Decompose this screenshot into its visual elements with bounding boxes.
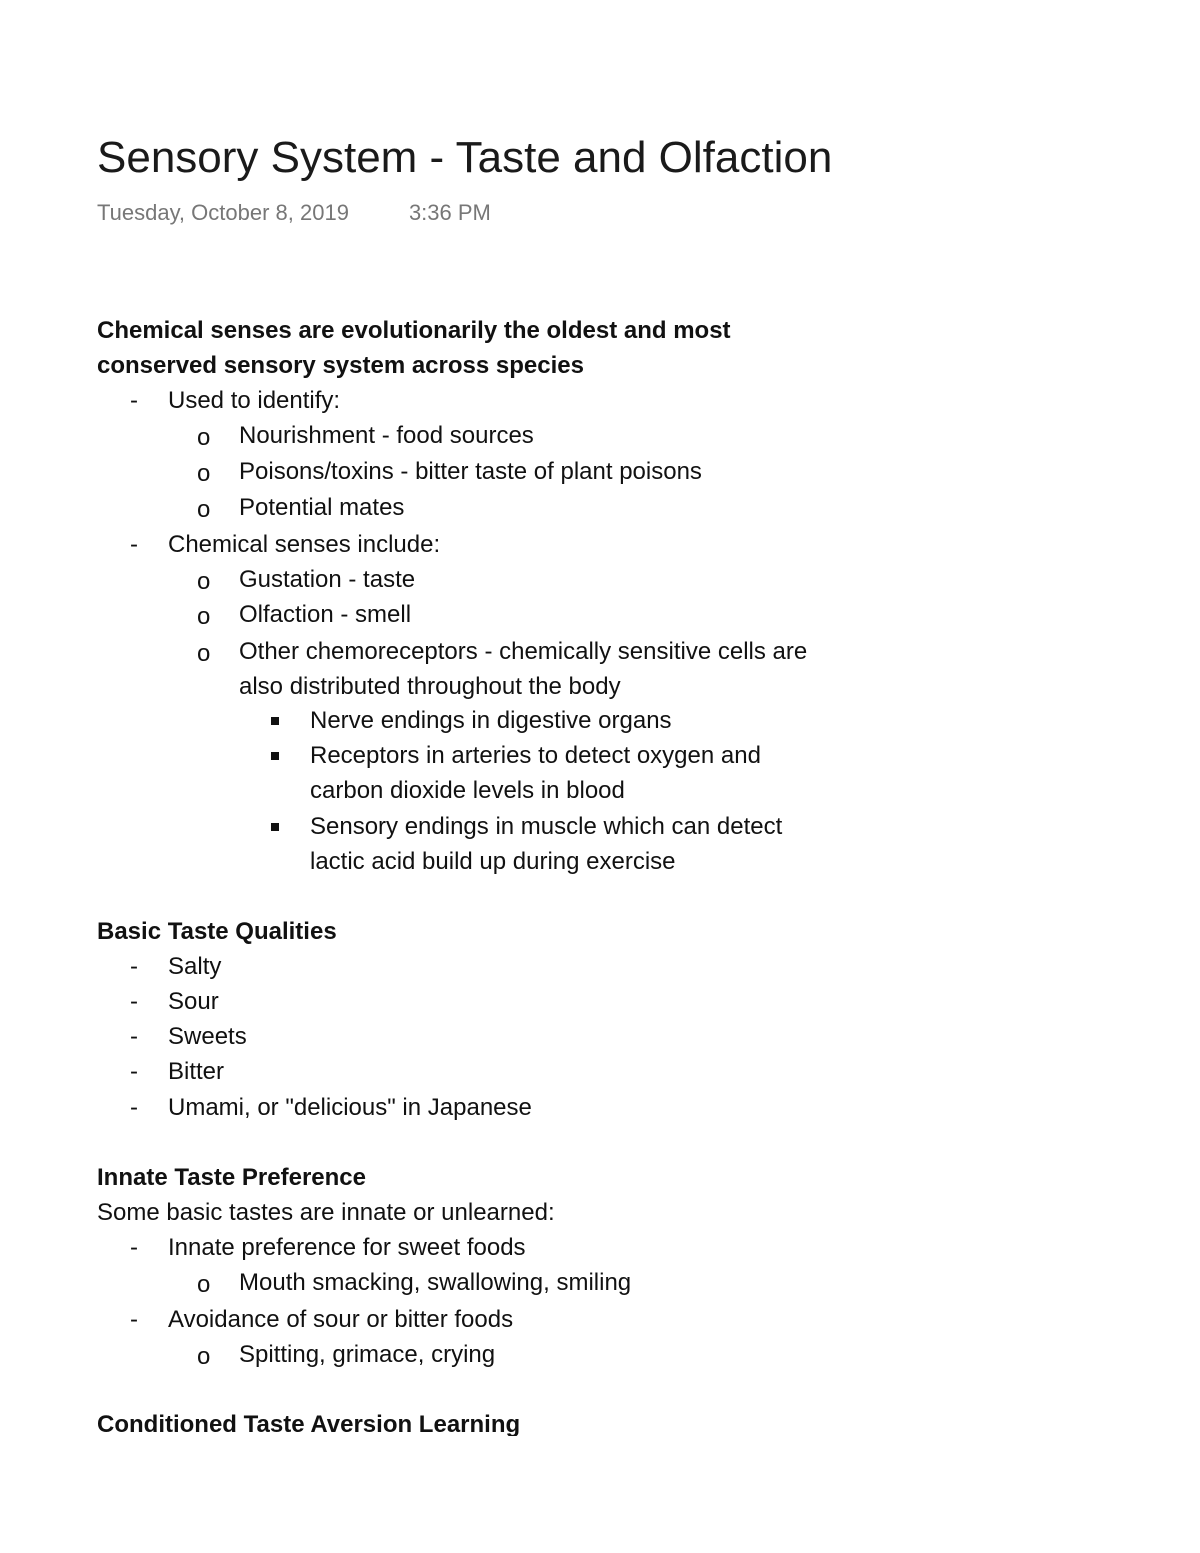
square-bullet-icon — [271, 823, 279, 831]
list-item: Avoidance of sour or bitter foods — [168, 1306, 514, 1333]
dash-bullet: - — [130, 1306, 138, 1333]
circle-bullet: o — [197, 496, 211, 523]
list-item: Nerve endings in digestive organs — [310, 707, 672, 734]
page-timestamp — [97, 198, 491, 228]
square-bullet-icon — [271, 752, 279, 760]
list-item: Sour — [168, 988, 219, 1015]
section-heading-clip — [97, 1408, 897, 1436]
list-item-continuation: lactic acid build up during exercise — [310, 848, 676, 875]
list-item: Gustation - taste — [239, 566, 416, 593]
circle-bullet: o — [197, 424, 211, 451]
list-item: Receptors in arteries to detect oxygen and — [310, 742, 761, 769]
dash-bullet: - — [130, 531, 138, 558]
circle-bullet: o — [197, 603, 211, 630]
circle-bullet: o — [197, 460, 211, 487]
section-heading-chemical-senses: Chemical senses are evolutionarily the oldest and most — [97, 317, 731, 344]
circle-bullet: o — [197, 1271, 211, 1298]
section-heading-basic-taste: Basic Taste Qualities — [97, 918, 337, 945]
circle-bullet: o — [197, 1343, 211, 1370]
list-item: Innate preference for sweet foods — [168, 1234, 526, 1261]
dash-bullet: - — [130, 1023, 138, 1050]
list-item: Olfaction - smell — [239, 601, 412, 628]
square-bullet-icon — [271, 717, 279, 725]
list-item: Mouth smacking, swallowing, smiling — [239, 1269, 632, 1296]
list-item: Used to identify: — [168, 387, 341, 414]
list-item: Spitting, grimace, crying — [239, 1341, 496, 1368]
section-heading-innate-preference: Innate Taste Preference — [97, 1164, 367, 1191]
page-date: Tuesday, October 8, 2019 — [97, 200, 349, 225]
page-title: Sensory System - Taste and Olfaction — [97, 133, 833, 182]
list-item: Potential mates — [239, 494, 405, 521]
list-item-continuation: also distributed throughout the body — [239, 673, 621, 700]
page-time: 3:36 PM — [408, 200, 491, 225]
list-item: Salty — [168, 953, 222, 980]
list-item: Other chemoreceptors - chemically sensitive cells are — [239, 638, 808, 665]
list-item: Nourishment - food sources — [239, 422, 534, 449]
section-heading-chemical-senses-cont: conserved sensory system across species — [97, 352, 584, 379]
list-item: Umami, or "delicious" in Japanese — [168, 1094, 532, 1121]
circle-bullet: o — [197, 568, 211, 595]
dash-bullet: - — [130, 1234, 138, 1261]
paragraph: Some basic tastes are innate or unlearned: — [97, 1199, 555, 1226]
dash-bullet: - — [130, 1094, 138, 1121]
list-item: Poisons/toxins - bitter taste of plant poisons — [239, 458, 702, 485]
list-item-continuation: carbon dioxide levels in blood — [310, 777, 625, 804]
list-item: Sensory endings in muscle which can detect — [310, 813, 783, 840]
dash-bullet: - — [130, 1058, 138, 1085]
dash-bullet: - — [130, 387, 138, 414]
dash-bullet: - — [130, 953, 138, 980]
list-item: Chemical senses include: — [168, 531, 441, 558]
dash-bullet: - — [130, 988, 138, 1015]
circle-bullet: o — [197, 640, 211, 667]
list-item: Sweets — [168, 1023, 247, 1050]
section-heading-conditioned-aversion: Conditioned Taste Aversion Learning — [97, 1411, 521, 1436]
list-item: Bitter — [168, 1058, 225, 1085]
